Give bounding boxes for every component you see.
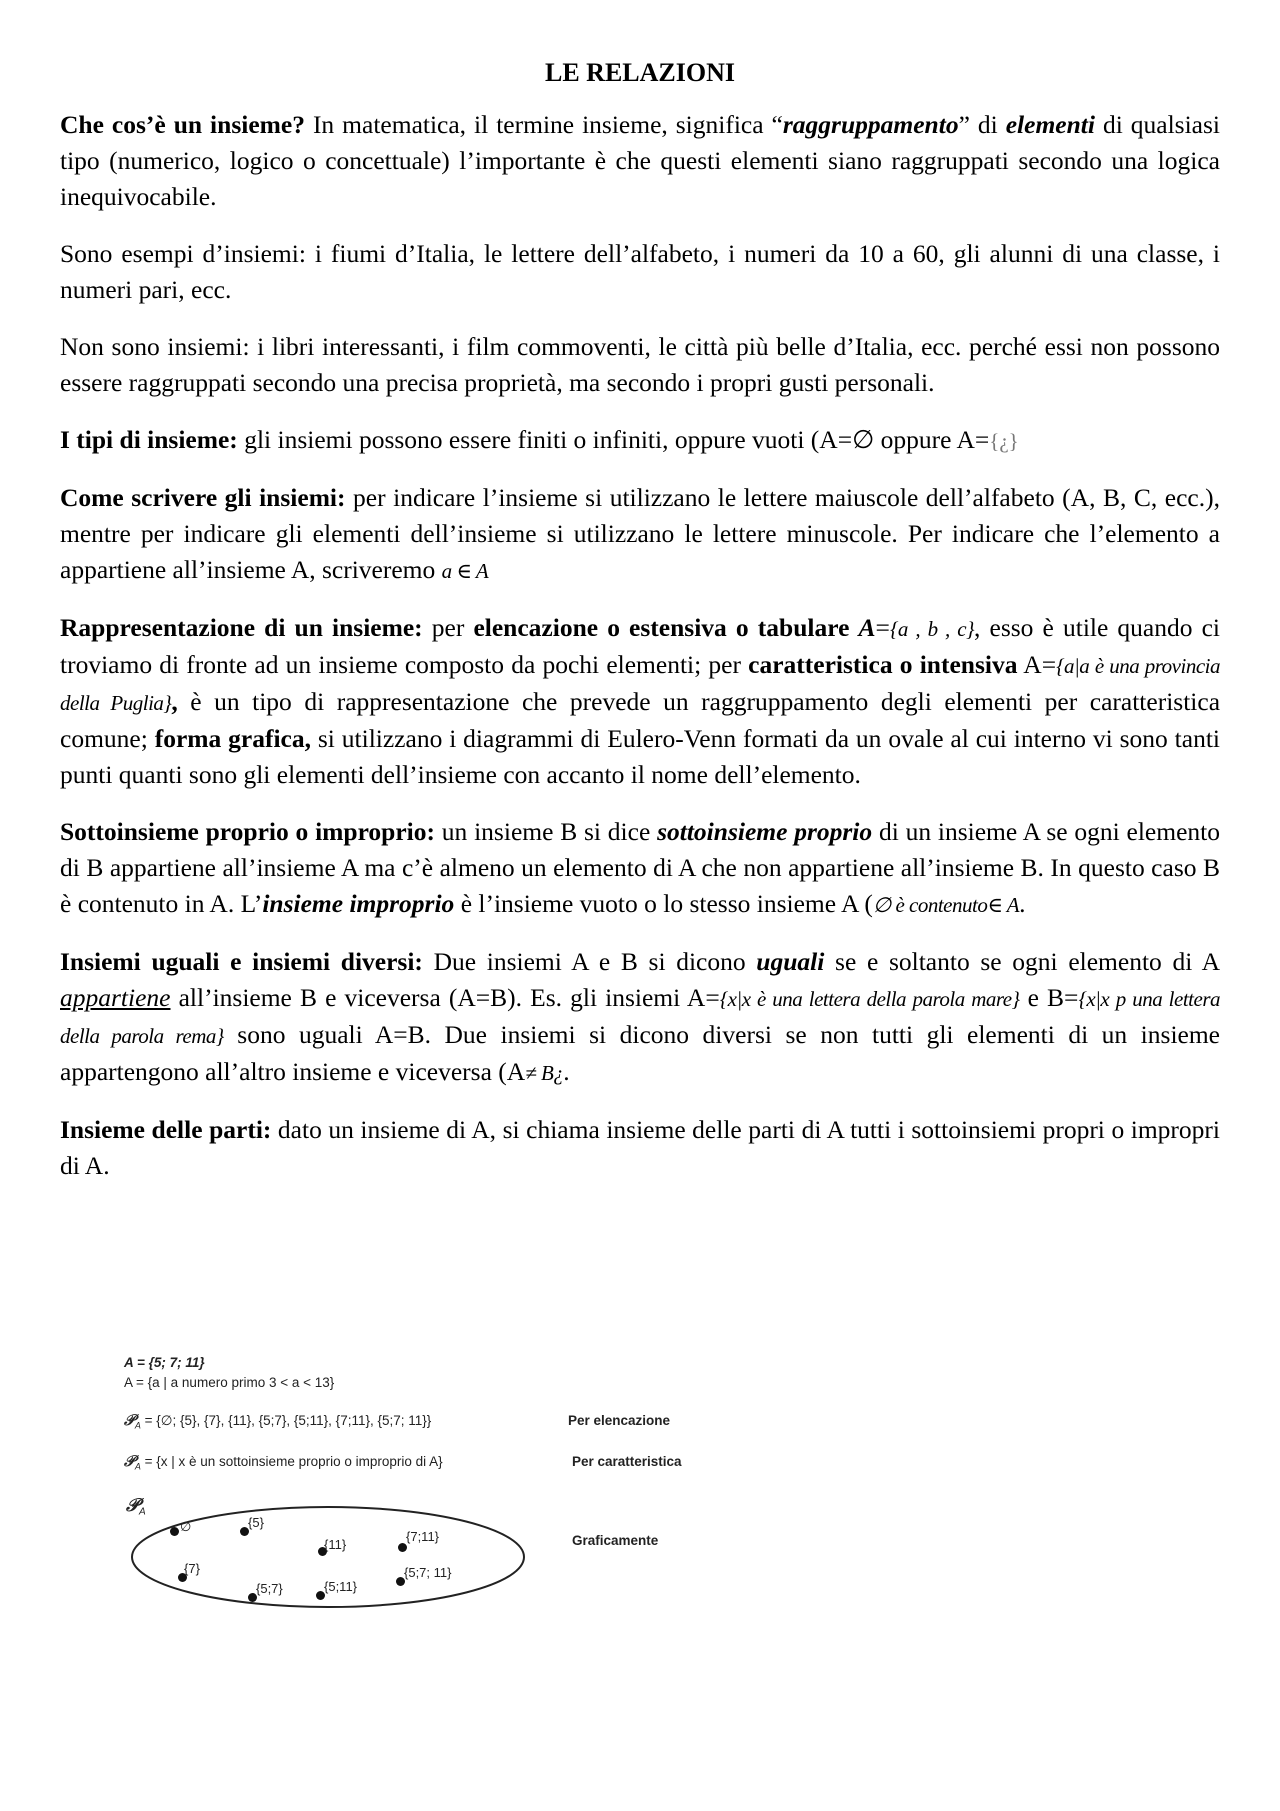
label-per-caratteristica: Per caratteristica	[572, 1454, 682, 1469]
math-expression: a ∈ A	[441, 559, 489, 583]
figure-line-power-set-property: 𝒫$_A$ = {x | x è un sottoinsieme proprio o improprio di A}	[124, 1452, 443, 1472]
venn-point-label: {5;11}	[324, 1579, 358, 1594]
paragraph-what-is-set: Che cos’è un insieme? In matematica, il termine insieme, significa “raggruppamento” di elementi di qualsiasi tipo (numerico, logico o concettuale) l’importante è che questi elementi siano raggruppati secondo una logica inequivocabile.	[60, 110, 1221, 211]
venn-point-label: {5;7; 11}	[404, 1565, 452, 1580]
paragraph-power-set: Insieme delle parti: dato un insieme di A, si chiama insieme delle parti di A tutti i sottoinsiemi propri o impropri di A.	[60, 1115, 1220, 1180]
paragraph-heading: Insieme delle parti:	[60, 1115, 272, 1144]
figure-line-power-set-list: 𝒫$_A$ = {∅; {5}, {7}, {11}, {5;7}, {5;11}, {7;11}, {5;7; 11}}	[124, 1411, 432, 1431]
page-title: LE RELAZIONI	[545, 58, 735, 87]
paragraph-heading: Che cos’è un insieme?	[60, 110, 305, 139]
venn-point	[398, 1543, 407, 1552]
paragraph-equal-sets: Insiemi uguali e insiemi diversi: Due insiemi A e B si dicono uguali se e soltanto se ogni elemento di A appartiene all’insieme B e viceversa (A=B). Es. gli insiemi A={x|x è una lettera della parola mare} e B={x|x p una lettera della parola rema} sono uguali A=B. Due insiemi si dicono diversi se non tutti gli elementi di un insieme appartengono all’altro insieme e viceversa (A≠ B¿.	[60, 947, 1220, 1086]
figure-line-set-a: A = {5; 7; 11}	[124, 1355, 205, 1370]
paragraph-heading: Insiemi uguali e insiemi diversi:	[60, 947, 423, 976]
power-set-symbol: 𝒫	[124, 1411, 135, 1429]
venn-point-label: {5;7}	[256, 1581, 283, 1596]
math-expression: {a|a è una provincia della Puglia}	[60, 654, 1220, 715]
venn-point-label: {11}	[324, 1537, 347, 1552]
paragraph-heading: Come scrivere gli insiemi:	[60, 483, 346, 512]
venn-set-label: 𝒫$_A$	[126, 1495, 146, 1518]
math-expression: {x|x p una lettera della parola rema}	[60, 987, 1220, 1048]
venn-point	[170, 1527, 179, 1536]
math-expression: ≠ B¿	[525, 1061, 564, 1085]
math-expression: {¿}	[989, 429, 1019, 453]
paragraph-non-examples: Non sono insiemi: i libri interessanti, i film commoventi, le città più belle d’Italia, ecc. perché essi non possono essere raggruppati secondo una precisa proprietà, ma secondo i propri gusti personali.	[60, 332, 1220, 397]
venn-point-label: {7;11}	[406, 1529, 440, 1544]
math-expression: {a , b , c}	[889, 617, 975, 641]
paragraph-heading: I tipi di insieme:	[60, 425, 238, 454]
label-per-elencazione: Per elencazione	[568, 1413, 671, 1428]
paragraph-heading: Rappresentazione di un insieme:	[60, 613, 423, 642]
paragraph-representation: Rappresentazione di un insieme: per elencazione o estensiva o tabulare A={a , b , c}, esso è utile quando ci troviamo di fronte ad un insieme composto da pochi elementi; per caratteristica o intensiva A={a|a è una provincia della Puglia}, è un tipo di rappresentazione che prevede un raggruppamento degli elementi per caratteristica comune; forma grafica, si utilizzano i diagrammi di Eulero-Venn formati da un ovale al cui interno vi sono tanti punti quanti sono gli elementi dell’insieme con accanto il nome dell’elemento.	[60, 613, 1221, 789]
paragraph-heading: Sottoinsieme proprio o improprio:	[60, 817, 436, 846]
label-graficamente: Graficamente	[572, 1533, 659, 1548]
figure-line-set-a-property: A = {a | a numero primo 3 < a < 13}	[124, 1375, 335, 1390]
paragraph-notation: Come scrivere gli insiemi: per indicare l’insieme si utilizzano le lettere maiuscole dell’alfabeto (A, B, C, ecc.), mentre per indicare gli elementi dell’insieme si utilizzano le lettere minuscole. Per indicare che l’elemento a appartiene all’insieme A, scriveremo a ∈ A	[60, 483, 1220, 584]
venn-diagram	[120, 1493, 540, 1615]
paragraph-set-types: I tipi di insieme: gli insiemi possono essere finiti o infiniti, oppure vuoti (A=∅ oppure A={¿}	[60, 425, 1019, 454]
venn-point-label: {5}	[248, 1515, 264, 1530]
document-page	[60, 55, 1220, 1205]
power-set-figure	[120, 1355, 740, 1615]
math-expression: ∅ è contenuto∈ A	[872, 893, 1020, 917]
venn-point-label: {7}	[184, 1561, 200, 1576]
venn-point-label: ∅	[180, 1519, 192, 1534]
emphasis: raggruppamento	[782, 110, 959, 139]
math-expression: {x|x è una lettera della parola mare}	[719, 987, 1020, 1011]
power-set-symbol: 𝒫	[124, 1452, 135, 1470]
emphasis: elementi	[1005, 110, 1095, 139]
paragraph-subsets: Sottoinsieme proprio o improprio: un insieme B si dice sottoinsieme proprio di un insieme A se ogni elemento di B appartiene all’insieme A ma c’è almeno un elemento di A che non appartiene all’insieme B. In questo caso B è contenuto in A. L’insieme improprio è l’insieme vuoto o lo stesso insieme A (∅ è contenuto∈ A.	[60, 817, 1220, 918]
paragraph-examples: Sono esempi d’insiemi: i fiumi d’Italia, le lettere dell’alfabeto, i numeri da 10 a 60, gli alunni di una classe, i numeri pari, ecc.	[60, 239, 1220, 304]
